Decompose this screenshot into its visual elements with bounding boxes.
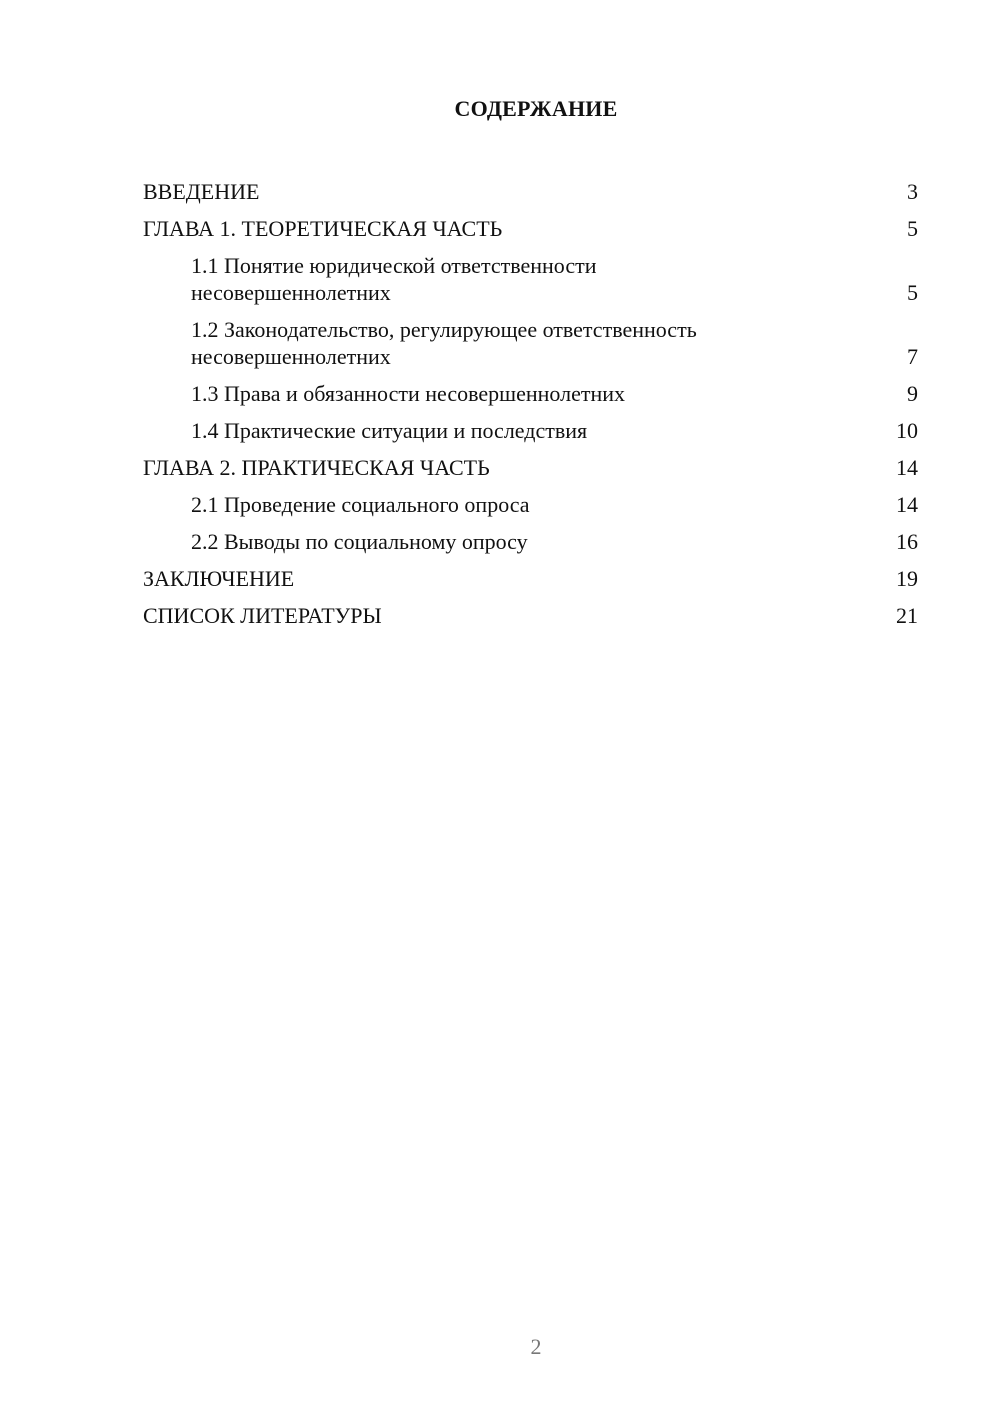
toc-entry-text: 1.4 Практические ситуации и последствия bbox=[191, 418, 588, 443]
toc-entry-page: 19 bbox=[896, 566, 918, 591]
toc-entry-page: 14 bbox=[896, 455, 918, 480]
toc-entry[interactable] bbox=[143, 205, 918, 242]
toc-entry-text: ГЛАВА 2. ПРАКТИЧЕСКАЯ ЧАСТЬ bbox=[143, 455, 490, 480]
toc-entry-page: 21 bbox=[896, 603, 918, 628]
toc-entry-text: СПИСОК ЛИТЕРАТУРЫ bbox=[143, 603, 382, 628]
toc-entry-page: 5 bbox=[907, 280, 918, 305]
page-title: СОДЕРЖАНИЕ bbox=[454, 96, 618, 121]
toc-entry[interactable] bbox=[143, 555, 918, 592]
toc-entry-text: 1.3 Права и обязанности несовершеннолетних bbox=[191, 381, 625, 406]
toc-entry[interactable] bbox=[143, 168, 918, 205]
toc-entry-page: 10 bbox=[896, 418, 918, 443]
toc-subentry[interactable] bbox=[143, 518, 918, 555]
toc-entry-text: ВВЕДЕНИЕ bbox=[143, 179, 260, 204]
toc-subentry[interactable] bbox=[143, 407, 918, 444]
toc-entry[interactable] bbox=[143, 444, 918, 481]
toc-subentry[interactable] bbox=[143, 481, 918, 518]
toc-entry-page: 14 bbox=[896, 492, 918, 517]
toc-entry-text: 1.2 Законодательство, регулирующее ответственность несовершеннолетних bbox=[191, 317, 697, 369]
toc-entry-text: 2.2 Выводы по социальному опросу bbox=[191, 529, 528, 554]
toc-entry-page: 3 bbox=[907, 179, 918, 204]
table-of-contents bbox=[143, 168, 918, 629]
toc-subentry[interactable] bbox=[143, 370, 918, 407]
toc-entry-page: 9 bbox=[907, 381, 918, 406]
toc-entry-text: 1.1 Понятие юридической ответственности несовершеннолетних bbox=[191, 253, 597, 305]
toc-entry-text: ЗАКЛЮЧЕНИЕ bbox=[143, 566, 295, 591]
toc-subentry[interactable] bbox=[143, 306, 918, 370]
toc-subentry[interactable] bbox=[143, 242, 918, 306]
toc-entry-text: 2.1 Проведение социального опроса bbox=[191, 492, 530, 517]
toc-entry[interactable] bbox=[143, 592, 918, 629]
toc-entry-page: 5 bbox=[907, 216, 918, 241]
toc-entry-page: 7 bbox=[907, 344, 918, 369]
page-number: 2 bbox=[530, 1334, 542, 1359]
toc-entry-page: 16 bbox=[896, 529, 918, 554]
toc-entry-text: ГЛАВА 1. ТЕОРЕТИЧЕСКАЯ ЧАСТЬ bbox=[143, 216, 503, 241]
